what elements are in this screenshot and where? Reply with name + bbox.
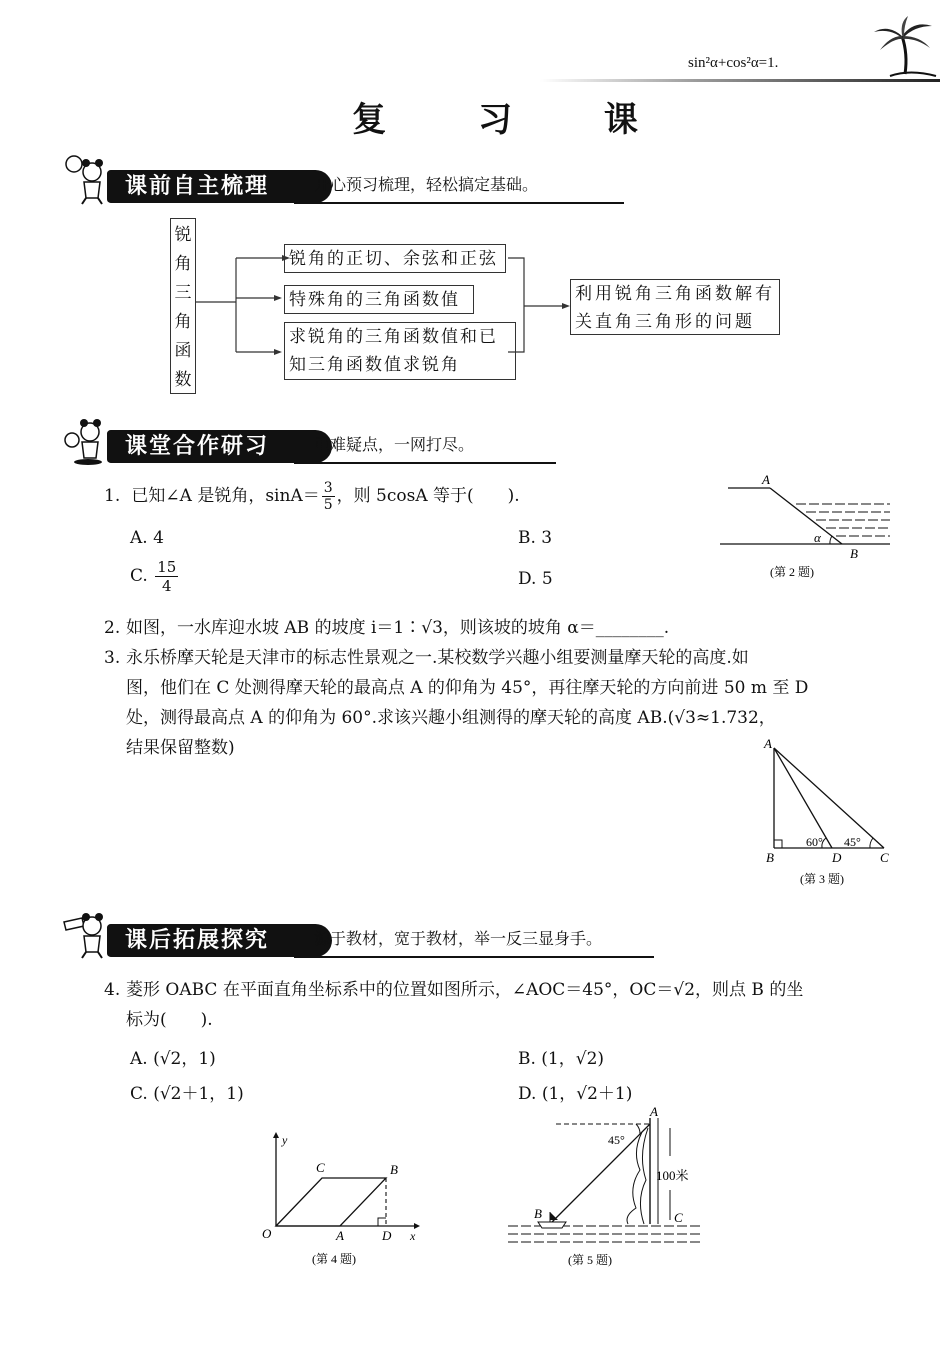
figure-caption: (第 2 题) <box>770 565 814 579</box>
label-A: A <box>762 472 770 487</box>
question-3: 3. 永乐桥摩天轮是天津市的标志性景观之一.某校数学兴趣小组要测量摩天轮的高度.如 图，他们在 C 处测得摩天轮的最高点 A 的仰角为 45°，再往摩天轮的方向前进 50 m 至 D 处，测得最高点 A 的仰角为 60°.求该兴趣小组测得的摩天轮的高度 AB.(√3≈1.732， 结果保留整数) <box>104 648 809 758</box>
label-O: O <box>262 1226 272 1241</box>
section-label: 课后拓展探究 <box>107 924 332 957</box>
q1-option-a[interactable]: A. 4 <box>130 528 164 548</box>
label-A: A <box>336 1228 344 1243</box>
section-in-class <box>62 410 662 470</box>
q1-option-d[interactable]: D. 5 <box>518 569 553 589</box>
figure-3 <box>760 736 900 888</box>
label-B: B <box>850 546 858 561</box>
figure-caption: (第 5 题) <box>568 1253 612 1267</box>
label-C: C <box>316 1160 325 1175</box>
section-note: 重难疑点，一网打尽。 <box>314 435 475 454</box>
label-45: 45° <box>608 1133 625 1147</box>
label-60: 60° <box>806 835 823 849</box>
header-formula: sin²α+cos²α=1. <box>688 55 779 71</box>
section-label: 课堂合作研习 <box>107 430 332 463</box>
figure-caption: (第 3 题) <box>800 872 844 886</box>
outline-item-1: 锐角的正切、余弦和正弦 <box>284 244 506 273</box>
section-note: 源于教材，宽于教材，举一反三显身手。 <box>314 929 603 948</box>
label-y: y <box>282 1133 288 1147</box>
section-note: 开心预习梳理，轻松搞定基础。 <box>314 175 539 194</box>
outline-root <box>170 218 196 394</box>
label-B: B <box>766 850 774 865</box>
label-x: x <box>410 1229 416 1243</box>
question-4: 4. 菱形 OABC 在平面直角坐标系中的位置如图所示，∠AOC＝45°，OC＝√2，则点 B 的坐 标为( ). <box>104 980 804 1030</box>
label-D: D <box>382 1228 392 1243</box>
section-label: 课前自主梳理 <box>107 170 332 203</box>
outline-root-text: 锐角三角函数 <box>174 225 192 390</box>
figure-2 <box>718 472 898 584</box>
label-B: B <box>390 1162 398 1177</box>
fraction: $\frac{3}{5}$ <box>323 480 333 513</box>
outline-item-2: 特殊角的三角函数值 <box>284 285 474 314</box>
question-2: 2. 如图，一水库迎水坡 AB 的坡度 i＝1∶√3，则该坡的坡角 α＝________. <box>104 618 670 638</box>
section-pre-class <box>62 150 662 210</box>
label-45: 45° <box>844 835 861 849</box>
figure-4 <box>254 1130 434 1270</box>
label-C: C <box>674 1210 683 1225</box>
figure-5 <box>504 1104 704 1272</box>
label-D: D <box>832 850 842 865</box>
label-A: A <box>650 1104 658 1119</box>
label-alpha: α <box>814 530 821 545</box>
label-A: A <box>764 736 772 751</box>
q1-option-b[interactable]: B. 3 <box>518 528 553 548</box>
figure-caption: (第 4 题) <box>312 1252 356 1266</box>
q4-option-d[interactable]: D. (1，√2＋1) <box>518 1084 633 1104</box>
page-title: 复 习 课 <box>352 100 678 140</box>
label-100m: 100米 <box>656 1168 689 1183</box>
palm-tree-icon <box>870 14 940 80</box>
q4-option-c[interactable]: C. (√2＋1，1) <box>130 1084 244 1104</box>
outline-item-3: 求锐角的三角函数值和已知三角函数值求锐角 <box>284 322 516 380</box>
q1-option-c[interactable]: C. $\frac{15}{4}$ <box>130 558 177 595</box>
label-B: B <box>534 1206 542 1221</box>
question-1: 1. 已知∠A 是锐角，sinA＝ $\frac{3}{5}$ ，则 5cosA 等于( ). <box>104 480 520 513</box>
section-after-class <box>62 904 662 964</box>
label-C: C <box>880 850 889 865</box>
q4-option-a[interactable]: A. (√2，1) <box>130 1049 216 1069</box>
outline-result: 利用锐角三角函数解有关直角三角形的问题 <box>570 279 780 335</box>
q4-option-b[interactable]: B. (1，√2) <box>518 1049 605 1069</box>
